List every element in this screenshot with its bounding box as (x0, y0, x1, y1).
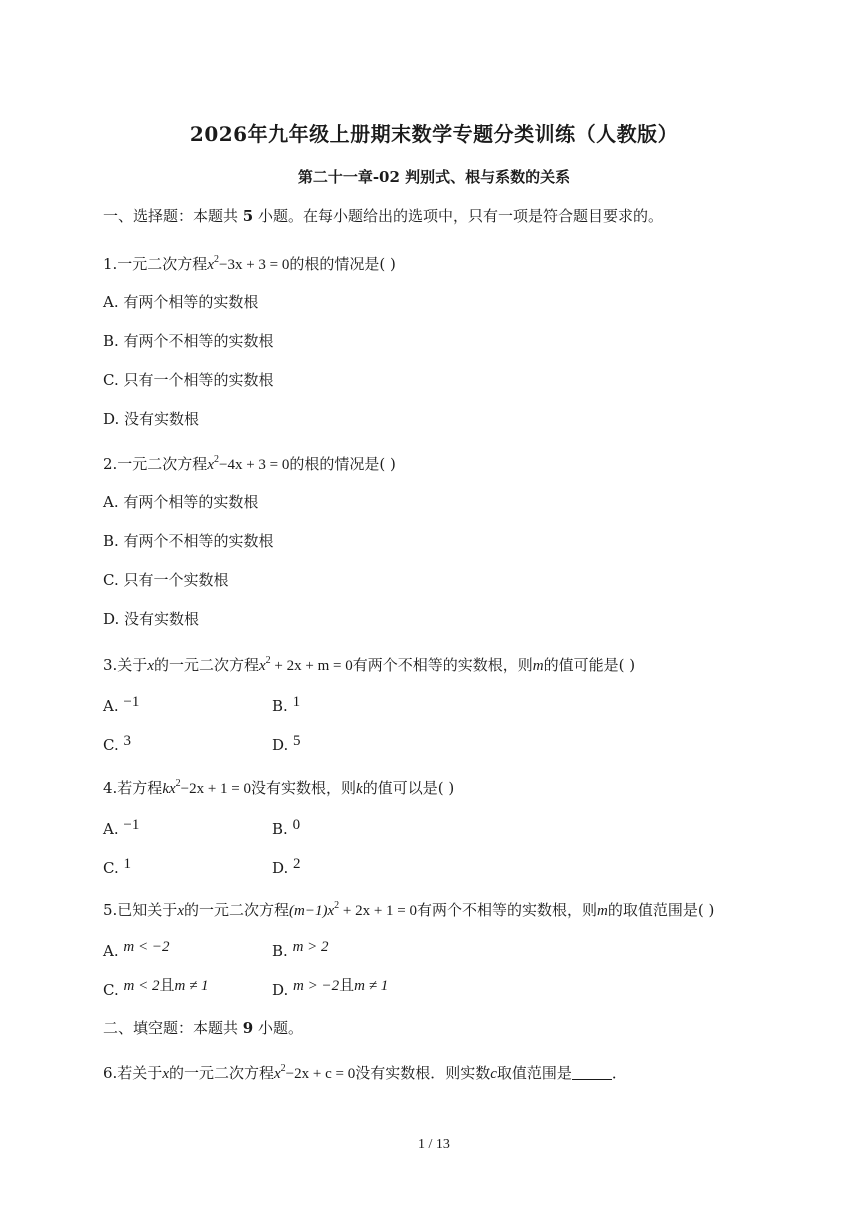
question-5-option-a: A. m < −2 (103, 939, 170, 960)
question-4-option-d: D. 2 (272, 856, 301, 877)
question-1-option-a: A. 有两个相等的实数根 (103, 293, 259, 311)
question-1-option-d: D. 没有实数根 (103, 410, 200, 428)
chapter-subtitle: 第二十一章-02 判别式、根与系数的关系 (297, 168, 571, 186)
question-2-stem: 2.一元二次方程$x^2-4x + 3 = 0$的根的情况是( ) (103, 454, 396, 473)
question-5-option-d: D. m > −2且m ≠ 1 (272, 978, 389, 999)
page-title: 2026年九年级上册期末数学专题分类训练（人教版） (189, 122, 679, 146)
question-4-stem: 4.若方程$kx^2-2x + 1 = 0$没有实数根，则k的值可以是( ) (103, 778, 455, 797)
question-3-option-c: C. 3 (103, 733, 131, 754)
question-4-option-c: C. 1 (103, 856, 131, 877)
question-5-option-c: C. m < 2且m ≠ 1 (103, 978, 209, 999)
question-4-option-b: B. 0 (272, 817, 301, 838)
question-2-option-a: A. 有两个相等的实数根 (103, 493, 259, 511)
answer-blank[interactable] (572, 1065, 612, 1080)
question-3-option-a: A. −1 (103, 694, 140, 715)
question-2-option-c: C. 只有一个实数根 (103, 571, 229, 589)
question-1-option-c: C. 只有一个相等的实数根 (103, 371, 274, 389)
question-2-option-d: D. 没有实数根 (103, 610, 200, 628)
question-4-option-a: A. −1 (103, 817, 140, 838)
question-3-stem: 3.关于x的一元二次方程$x^2 + 2x + m = 0$有两个不相等的实数根，则m的值可能是( ) (103, 655, 636, 674)
page-number: 1 / 13 (418, 1137, 450, 1152)
question-5-option-b: B. m > 2 (272, 939, 329, 960)
question-6-stem: 6.若关于x的一元二次方程$x^2-2x + c = 0$没有实数根．则实数c取值范围是 ． (103, 1063, 627, 1082)
question-3-option-d: D. 5 (272, 733, 301, 754)
question-1-stem: 1.一元二次方程$x^2-3x + 3 = 0$的根的情况是( ) (103, 254, 396, 273)
section-heading-choice: 一、选择题：本题共 5 小题。在每小题给出的选项中，只有一项是符合题目要求的。 (103, 207, 663, 225)
section-heading-fill: 二、填空题：本题共 9 小题。 (103, 1019, 303, 1037)
question-1-option-b: B. 有两个不相等的实数根 (103, 332, 274, 350)
question-2-option-b: B. 有两个不相等的实数根 (103, 532, 274, 550)
question-5-stem: 5.已知关于x的一元二次方程$(m-1)x^2 + 2x + 1 = 0$有两个不相等的实数根，则m的取值范围是( ) (103, 900, 715, 919)
question-3-option-b: B. 1 (272, 694, 301, 715)
